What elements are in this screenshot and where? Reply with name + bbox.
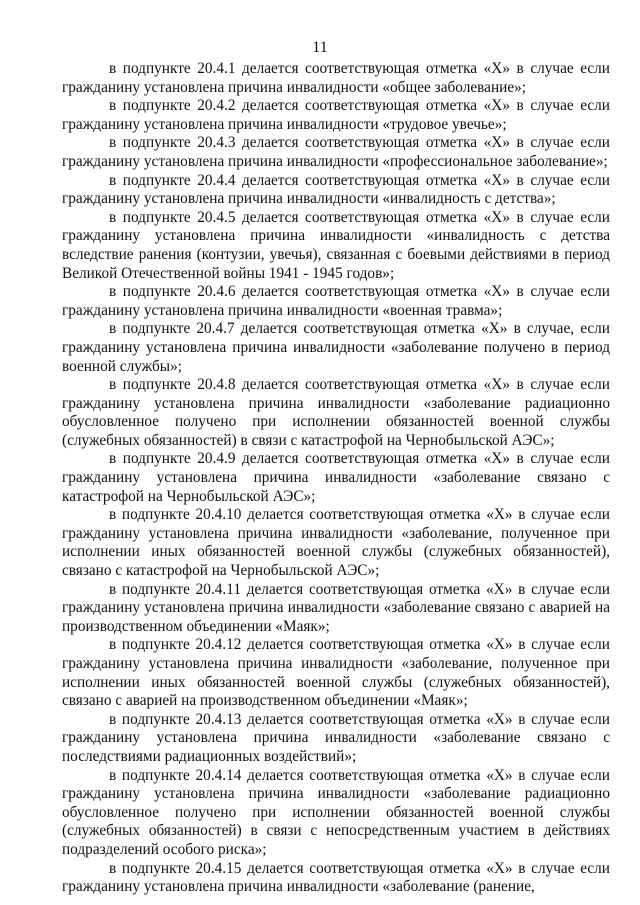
paragraph: в подпункте 20.4.3 делается соответствующая отметка «X» в случае если гражданину установлена причина инвалидности «профессиональное заболевание»; — [62, 134, 610, 170]
paragraph: в подпункте 20.4.11 делается соответствующая отметка «X» в случае если гражданину установлена причина инвалидности «заболевание связано с аварией на производственном объединении «Маяк»; — [62, 580, 610, 635]
paragraph: в подпункте 20.4.14 делается соответствующая отметка «X» в случае если гражданину установлена причина инвалидности «заболевание радиационно обусловленное получено при исполнении обязанностей военной службы (служебных обязанностей) в связи с непосредственным участием в действиях подразделений особого риска»; — [62, 766, 610, 858]
paragraph: в подпункте 20.4.8 делается соответствующая отметка «X» в случае если гражданину установлена причина инвалидности «заболевание радиационно обусловленное получено при исполнении обязанностей военной службы (служебных обязанностей) в связи с катастрофой на Чернобыльской АЭС»; — [62, 376, 610, 449]
page-number: 11 — [312, 39, 328, 56]
paragraph: в подпункте 20.4.13 делается соответствующая отметка «X» в случае если гражданину установлена причина инвалидности «заболевание связано с последствиями радиационных воздействий»; — [62, 710, 610, 765]
paragraph: в подпункте 20.4.2 делается соответствующая отметка «X» в случае если гражданину установлена причина инвалидности «трудовое увечье»; — [62, 97, 610, 133]
paragraph: в подпункте 20.4.5 делается соответствующая отметка «X» в случае если гражданину установлена причина инвалидности «инвалидность с детства вследствие ранения (контузии, увечья), связанная с боевыми действиями в период Великой Отечественной войны 1941 - 1945 годов»; — [62, 208, 610, 282]
paragraph: в подпункте 20.4.15 делается соответствующая отметка «X» в случае если гражданину установлена причина инвалидности «заболевание (ранение, — [62, 859, 610, 896]
paragraph: в подпункте 20.4.6 делается соответствующая отметка «X» в случае если гражданину установлена причина инвалидности «военная травма»; — [62, 283, 610, 319]
paragraph: в подпункте 20.4.1 делается соответствующая отметка «X» в случае если гражданину установлена причина инвалидности «общее заболевание»; — [62, 60, 610, 96]
paragraph: в подпункте 20.4.12 делается соответствующая отметка «X» в случае если гражданину установлена причина инвалидности «заболевание, полученное при исполнении иных обязанностей военной службы (служебных обязанностей), связано с аварией на производственном объединении «Маяк»; — [62, 636, 610, 710]
document-body — [62, 60, 610, 897]
paragraph: в подпункте 20.4.10 делается соответствующая отметка «X» в случае если гражданину установлена причина инвалидности «заболевание, полученное при исполнении иных обязанностей военной службы (служебных обязанностей), связано с катастрофой на Чернобыльской АЭС»; — [62, 506, 610, 580]
paragraph: в подпункте 20.4.7 делается соответствующая отметка «X» в случае, если гражданину установлена причина инвалидности «заболевание получено в период военной службы»; — [62, 320, 610, 375]
paragraph: в подпункте 20.4.4 делается соответствующая отметка «X» в случае если гражданину установлена причина инвалидности «инвалидность с детства»; — [62, 171, 610, 208]
paragraph: в подпункте 20.4.9 делается соответствующая отметка «X» в случае если гражданину установлена причина инвалидности «заболевание связано с катастрофой на Чернобыльской АЭС»; — [62, 450, 610, 505]
